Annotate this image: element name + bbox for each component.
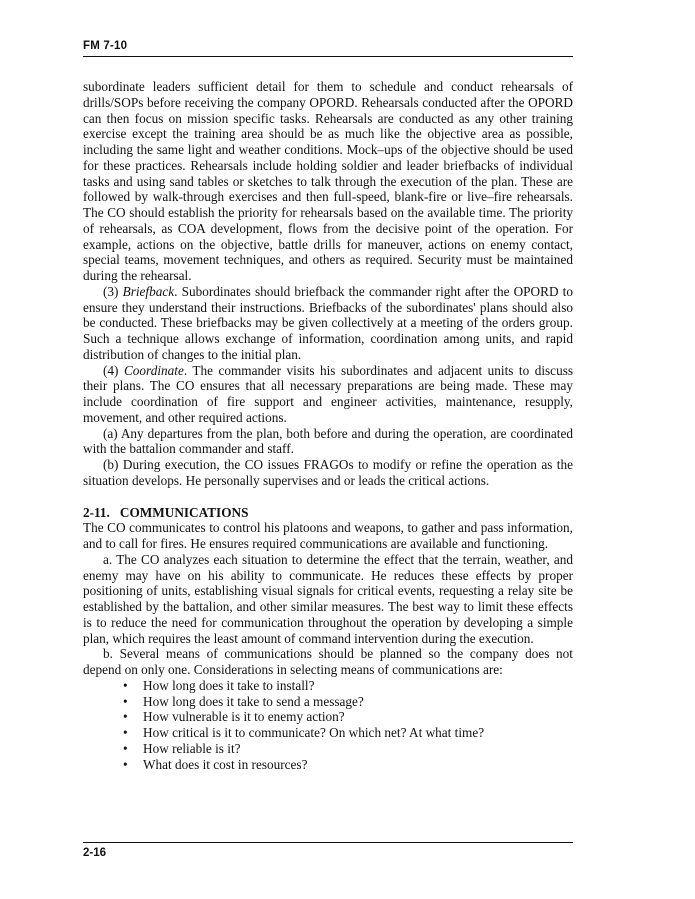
list-item (121, 741, 573, 757)
paragraph-text: . The commander visits his subordinates and adjacent units to discuss their plans. The CO ensures that all necessary preparations are being made. These may include coordination of fire support and engineer activities, maintenance, resupply, movement, and other required actions. (83, 362, 574, 425)
paragraph-term: Coordinate (123, 362, 184, 378)
considerations-list (83, 678, 573, 773)
list-item-text: How reliable is it? (143, 740, 241, 756)
section-number: 2-11. (83, 504, 110, 520)
bullet-icon: • (123, 725, 128, 740)
paragraph-continued: subordinate leaders sufficient detail for them to schedule and conduct rehearsals of drills/SOPs before receiving the company OPORD. Rehearsals conducted after the OPORD can then focus on mission specific tasks. Rehearsals are conducted as any other training exercise except the training area should be as much like the objective area as possible, including the same light and weather conditions. Mock–ups of the objective should be used for these practices. Rehearsals include holding soldier and leader briefbacks of individual tasks and using sand tables or sketches to talk through the execution of the plan. These are followed by walk-through exercises and then full-speed, blank-fire or live–fire rehearsals. The CO should establish the priority for rehearsals based on the available time. The priority of rehearsals, as COA development, flows from the decisive point of the operation. For example, actions on the objective, battle drills for maneuver, actions on enemy contact, special teams, movement techniques, and others as required. Security must be maintained during the rehearsal. (83, 79, 573, 283)
list-item-text: How vulnerable is it to enemy action? (143, 709, 345, 725)
body-text (83, 79, 573, 772)
footer-rule (83, 842, 573, 843)
paragraph-number: (3) (103, 283, 123, 299)
paragraph-coordinate (83, 363, 573, 426)
section-intro: The CO communicates to control his platoons and weapons, to gather and pass information, and to call for fires. He ensures required communications are available and functioning. (83, 520, 573, 551)
list-item-text: How long does it take to install? (143, 677, 315, 693)
bullet-icon: • (123, 756, 128, 772)
paragraph-text: . Subordinates should briefback the commander right after the OPORD to ensure they understand their instructions. Briefbacks of the subordinates' plans should also be conducted. These briefbacks may be given collectively at a meeting of the orders group. Such a technique allows exchange of information, coordination among units, and rapid distribution of changes to the initial plan. (83, 283, 573, 362)
paragraph-number: (4) (103, 362, 124, 378)
bullet-icon: • (123, 693, 128, 709)
list-item-text: How critical is it to communicate? On which net? At what time? (143, 725, 485, 740)
section-title: COMMUNICATIONS (119, 504, 249, 520)
running-head: FM 7-10 (83, 40, 128, 52)
paragraph-briefback (83, 284, 573, 363)
paragraph-b: (b) During execution, the CO issues FRAGOs to modify or refine the operation as the situation develops. He personally supervises and or leads the critical actions. (83, 457, 573, 488)
list-item (121, 757, 573, 773)
section-heading (83, 505, 573, 521)
list-item (121, 678, 573, 694)
list-item-text: What does it cost in resources? (143, 756, 308, 772)
page-number: 2-16 (83, 847, 107, 859)
section-paragraph-b: b. Several means of communications should be planned so the company does not depend on only one. Considerations in selecting means of communications are: (83, 646, 573, 677)
bullet-icon: • (123, 677, 128, 693)
bullet-icon: • (123, 709, 128, 725)
list-item (121, 709, 573, 725)
bullet-icon: • (123, 740, 128, 756)
list-item (121, 694, 573, 710)
section-paragraph-a: a. The CO analyzes each situation to determine the effect that the terrain, weather, and enemy may have on his ability to communicate. He reduces these effects by proper positioning of units, establishing visual signals for critical events, requesting a relay site be established by the battalion, and other similar measures. The best way to limit these effects is to reduce the need for communication throughout the operation by developing a simple plan, which requires the least amount of command intervention during the execution. (83, 551, 573, 646)
paragraph-term: Briefback (122, 283, 175, 299)
list-item-text: How long does it take to send a message? (143, 693, 364, 709)
header-rule (83, 56, 573, 57)
list-item (121, 725, 573, 741)
paragraph-a: (a) Any departures from the plan, both before and during the operation, are coordinated with the battalion commander and staff. (83, 425, 573, 457)
